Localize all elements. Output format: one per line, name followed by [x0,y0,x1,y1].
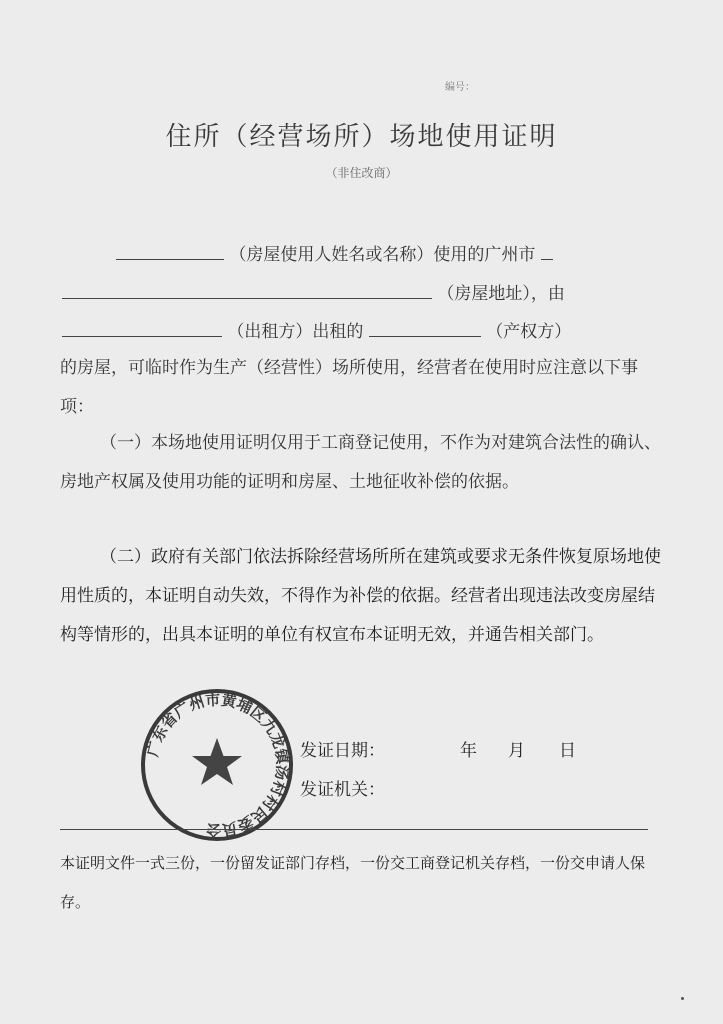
fill-line-3-label-a: （出租方）出租的 [227,322,364,342]
star-icon [192,738,242,785]
fill-line-2-label: （房屋地址），由 [437,284,565,304]
fill-line-1 [116,240,553,265]
intro-paragraph: 的房屋，可临时作为生产（经营性）场所使用，经营者在使用时应注意以下事项： [60,358,638,417]
day-label: 日 [559,741,576,761]
user-name-blank [116,241,224,260]
lessor-blank [62,318,222,337]
fill-line-3 [62,317,571,342]
fill-line-3-label-b: （产权方） [486,322,572,342]
month-label: 月 [508,741,525,761]
issuer-label: 发证机关： [300,780,385,800]
footer-divider [60,829,648,830]
fill-line-2 [62,279,565,304]
issue-date-label: 发证日期： [300,741,385,761]
item-1-paragraph: （一）本场地使用证明仅用于工商登记使用，不作为对建筑合法性的确认、房地产权属及使用功能的证明和房屋、土地征收补偿的依据。 [60,433,661,492]
owner-blank [369,318,481,337]
document-title: 住所（经营场所）场地使用证明 [165,122,558,152]
item-2-paragraph: （二）政府有关部门依法拆除经营场所所在建筑或要求无条件恢复原场地使用性质的，本证明自动失效，不得作为补偿的依据。经营者出现违法改变房屋结构等情形的，出具本证明的单位有权宣布本证明无效，并通告相关部门。 [60,547,661,645]
address-blank [62,280,432,299]
scan-speck [681,997,684,1000]
fill-line-1-label: （房屋使用人姓名或名称）使用的广州市 [229,245,536,265]
serial-number-label: 编号： [445,82,475,93]
year-label: 年 [460,741,477,761]
footer-note: 本证明文件一式三份，一份留发证部门存档，一份交工商登记机关存档，一份交申请人保存。 [60,854,646,911]
city-blank [541,241,553,260]
document-subtitle: （非住改商） [325,166,398,180]
seal-text: 广东省广州市黄埔区九龙镇汤村村民委员会 [143,690,292,840]
official-seal [138,686,296,844]
